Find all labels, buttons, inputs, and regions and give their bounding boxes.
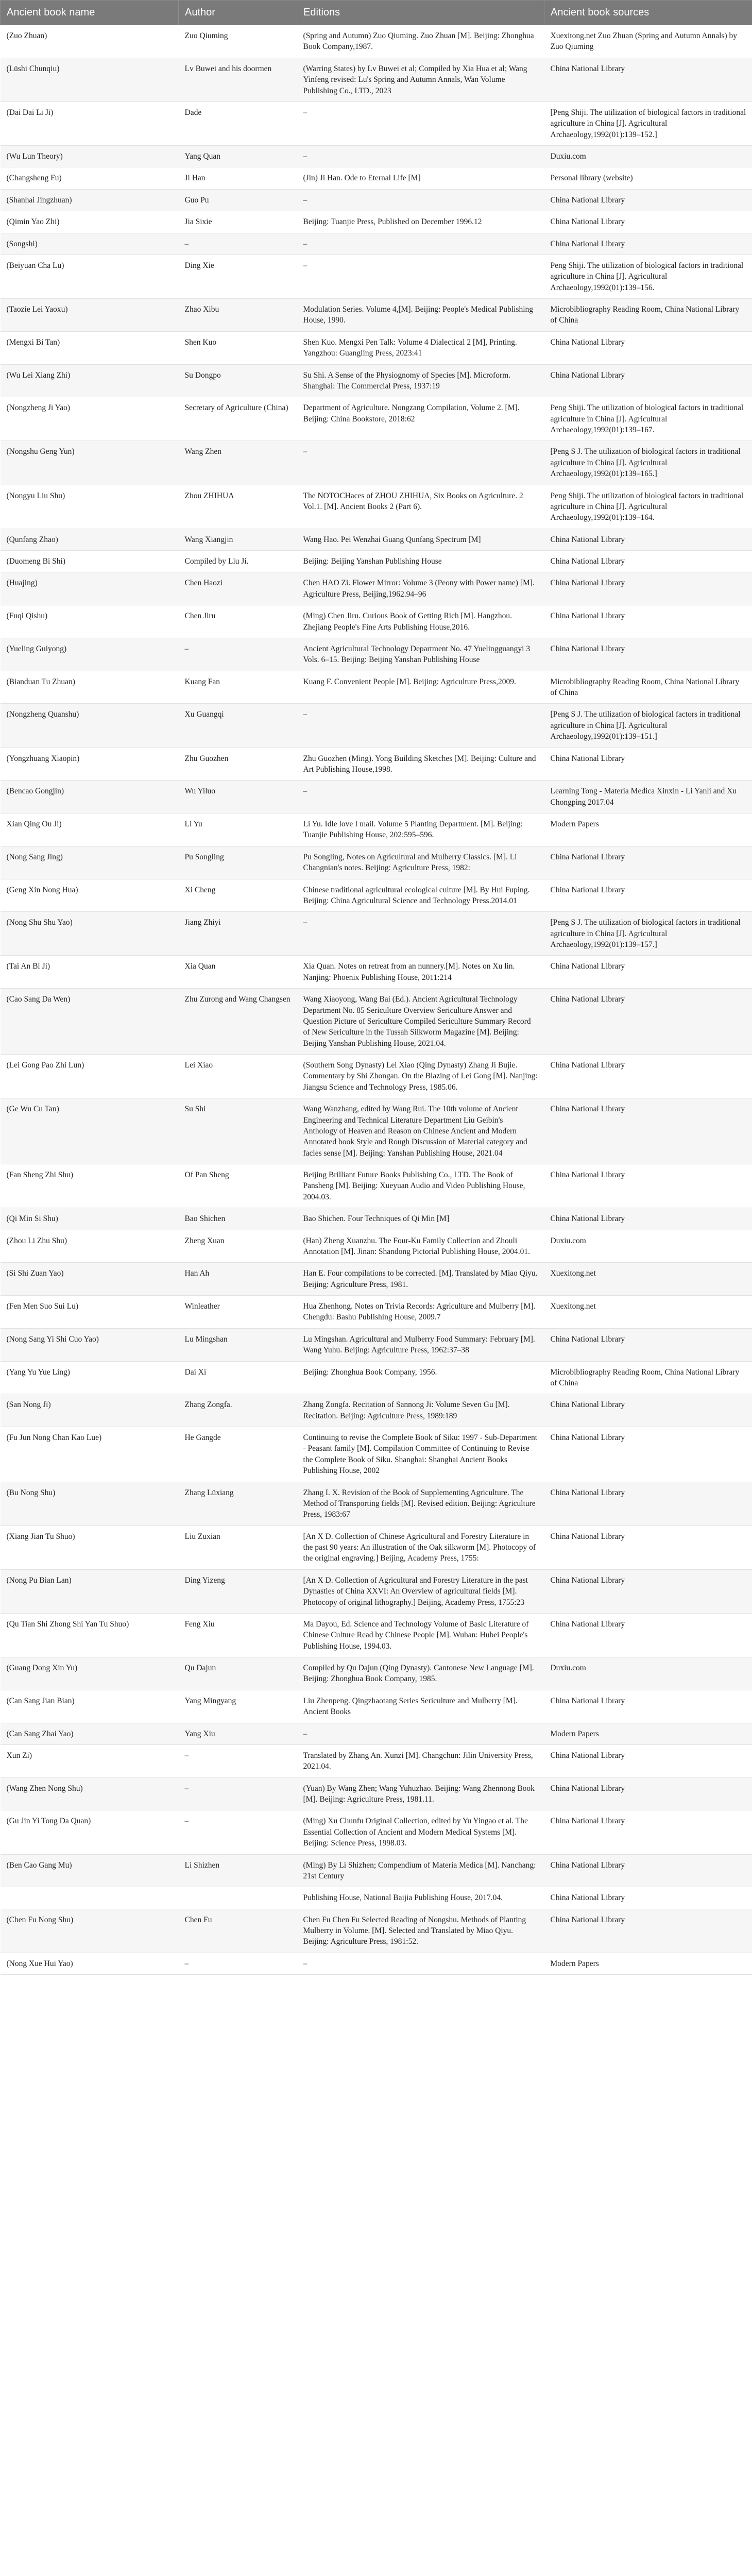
cell-book-name: (Guang Dong Xin Yu) (1, 1657, 179, 1690)
header-ancient-book-name: Ancient book name (1, 1, 179, 25)
cell-book-name: (Shanhai Jingzhuan) (1, 189, 179, 211)
cell-author: Xu Guangqi (179, 704, 297, 748)
cell-book-name: (Bianduan Tu Zhuan) (1, 671, 179, 704)
cell-author: Wang Zhen (179, 441, 297, 485)
cell-sources: China National Library (544, 1526, 752, 1569)
table-row (1, 1208, 752, 1230)
cell-editions: Wang Xiaoyong, Wang Bai (Ed.). Ancient Agricultural Technology Department No. 85 Sericulture Overview Sericulture Answer and Question Picture of Sericulture Compiled Sericulture Summary Record of New Sericulture in the Tussah Silkworm Magazine [M]. Beijing: Beijing Yanshan Publishing House, 2021.04. (297, 989, 544, 1055)
cell-editions: – (297, 441, 544, 485)
cell-editions: (Spring and Autumn) Zuo Qiuming. Zuo Zhuan [M]. Beijing: Zhonghua Book Company,1987. (297, 25, 544, 58)
cell-editions: – (297, 146, 544, 167)
cell-author: Zhang Zongfa. (179, 1394, 297, 1427)
cell-editions: – (297, 189, 544, 211)
cell-sources: Peng Shiji. The utilization of biological factors in traditional agriculture in China [J]. Agricultural Archaeology,1992(01):139–167. (544, 397, 752, 441)
cell-book-name: (Nong Xue Hui Yao) (1, 1953, 179, 1974)
cell-book-name: (Bu Nong Shu) (1, 1482, 179, 1526)
cell-author: Su Shi (179, 1098, 297, 1164)
cell-sources: Duxiu.com (544, 1657, 752, 1690)
cell-sources: China National Library (544, 748, 752, 781)
cell-author: Chen Haozi (179, 572, 297, 605)
cell-book-name: (Mengxi Bi Tan) (1, 331, 179, 364)
cell-author: Li Yu (179, 814, 297, 846)
cell-book-name: (Lei Gong Pao Zhi Lun) (1, 1055, 179, 1098)
table-row (1, 572, 752, 605)
cell-sources: Personal library (website) (544, 167, 752, 189)
cell-book-name: (Bencao Gongjin) (1, 781, 179, 814)
cell-editions: Shen Kuo. Mengxi Pen Talk: Volume 4 Dialectical 2 [M], Printing. Yangzhou: Guangling Press, 2023:41 (297, 331, 544, 364)
table-row (1, 101, 752, 145)
table-row (1, 956, 752, 989)
cell-book-name: (Dai Dai Li Ji) (1, 101, 179, 145)
cell-sources: Duxiu.com (544, 146, 752, 167)
cell-sources: Learning Tong - Materia Medica Xinxin - Li Yanli and Xu Chongping 2017.04 (544, 781, 752, 814)
cell-sources: China National Library (544, 1208, 752, 1230)
cell-book-name: (Nongzheng Quanshu) (1, 704, 179, 748)
cell-sources: Duxiu.com (544, 1230, 752, 1263)
cell-book-name: (Yueling Guiyong) (1, 638, 179, 671)
table-row (1, 299, 752, 332)
cell-editions: Compiled by Qu Dajun (Qing Dynasty). Cantonese New Language [M]. Beijing: Zhonghua Book Company, 1985. (297, 1657, 544, 1690)
cell-author: Yang Xiu (179, 1723, 297, 1744)
table-row (1, 1482, 752, 1526)
cell-editions: (Ming) Xu Chunfu Original Collection, edited by Yu Yingao et al. The Essential Collection of Ancient and Modern Medical Systems [M]. Beijing: Science Press, 1998.03. (297, 1810, 544, 1854)
table-row (1, 1296, 752, 1329)
cell-editions: Hua Zhenhong. Notes on Trivia Records: Agriculture and Mulberry [M]. Chengdu: Bashu Publishing House, 2009.7 (297, 1296, 544, 1329)
cell-sources: Modern Papers (544, 814, 752, 846)
cell-editions: (Ming) Chen Jiru. Curious Book of Getting Rich [M]. Hangzhou. Zhejiang People's Fine Arts Publishing House,2016. (297, 605, 544, 638)
cell-author: Ji Han (179, 167, 297, 189)
cell-author: Kuang Fan (179, 671, 297, 704)
cell-author: Winleather (179, 1296, 297, 1329)
table-row (1, 58, 752, 101)
table-row (1, 605, 752, 638)
cell-editions: Zhu Guozhen (Ming). Yong Building Sketches [M]. Beijing: Culture and Art Publishing House,1998. (297, 748, 544, 781)
cell-sources: China National Library (544, 638, 752, 671)
cell-sources: China National Library (544, 1098, 752, 1164)
cell-sources: China National Library (544, 58, 752, 101)
table-row (1, 441, 752, 485)
cell-editions: Wang Wanzhang, edited by Wang Rui. The 10th volume of Ancient Engineering and Technical Literature Department Liu Geibin's Anthology of Heaven and Reason on Chinese Ancient and Modern Annotated book Style and Rough Discussion of Material category and facies sense [M]. Beijing: Yanshan Publishing House, 2021.04 (297, 1098, 544, 1164)
cell-author: Zhu Guozhen (179, 748, 297, 781)
cell-sources: China National Library (544, 1613, 752, 1657)
cell-book-name: (Fen Men Suo Sui Lu) (1, 1296, 179, 1329)
cell-editions: – (297, 1953, 544, 1974)
cell-sources: Xuexitong.net (544, 1296, 752, 1329)
cell-author: Wang Xiangjin (179, 529, 297, 550)
cell-author: Zhang Lüxiang (179, 1482, 297, 1526)
cell-book-name: (Qunfang Zhao) (1, 529, 179, 550)
cell-sources: China National Library (544, 551, 752, 572)
cell-author: Lei Xiao (179, 1055, 297, 1098)
table-body (1, 25, 752, 1975)
cell-editions: – (297, 912, 544, 956)
cell-book-name: (Cao Sang Da Wen) (1, 989, 179, 1055)
cell-book-name: (Nong Sang Yi Shi Cuo Yao) (1, 1328, 179, 1361)
table-row (1, 1164, 752, 1208)
table-row (1, 846, 752, 879)
cell-author: Jiang Zhiyi (179, 912, 297, 956)
cell-editions: Department of Agriculture. Nongzang Compilation, Volume 2. [M]. Beijing: China Bookstore, 2018:62 (297, 397, 544, 441)
cell-editions: (Warring States) by Lv Buwei et al; Compiled by Xia Hua et al; Wang Yinfeng revised: Lu's Spring and Autumn Annals, Wan Volume Publishing Co., LTD., 2023 (297, 58, 544, 101)
cell-author: Xi Cheng (179, 879, 297, 912)
cell-sources: China National Library (544, 1394, 752, 1427)
table-row (1, 1909, 752, 1953)
cell-book-name: (Beiyuan Cha Lu) (1, 255, 179, 298)
cell-author: – (179, 638, 297, 671)
table-row (1, 364, 752, 397)
cell-book-name: (Tai An Bi Ji) (1, 956, 179, 989)
cell-author: – (179, 1953, 297, 1974)
table-row (1, 1569, 752, 1613)
cell-sources: China National Library (544, 1887, 752, 1909)
table-row (1, 989, 752, 1055)
cell-author: Zhou ZHIHUA (179, 485, 297, 529)
cell-editions: Publishing House, National Baijia Publishing House, 2017.04. (297, 1887, 544, 1909)
cell-sources: China National Library (544, 989, 752, 1055)
cell-book-name: (Can Sang Zhai Yao) (1, 1723, 179, 1744)
cell-sources: China National Library (544, 233, 752, 255)
cell-author: Yang Mingyang (179, 1690, 297, 1723)
cell-author: Xia Quan (179, 956, 297, 989)
cell-book-name: (Qimin Yao Zhi) (1, 211, 179, 233)
cell-book-name: (Taozie Lei Yaoxu) (1, 299, 179, 332)
cell-author: – (179, 1744, 297, 1777)
cell-book-name: (Nong Sang Jing) (1, 846, 179, 879)
cell-book-name: (Fu Jun Nong Chan Kao Lue) (1, 1427, 179, 1482)
cell-sources: China National Library (544, 364, 752, 397)
cell-sources: China National Library (544, 1328, 752, 1361)
cell-editions: Continuing to revise the Complete Book of Siku: 1997 - Sub-Department - Peasant family [M]. Compilation Committee of Continuing to Revise the Complete Book of Siku. Shanghai: Shanghai Ancient Books Publishing House, 2002 (297, 1427, 544, 1482)
table-row (1, 1657, 752, 1690)
cell-sources: China National Library (544, 1777, 752, 1810)
cell-sources: China National Library (544, 1854, 752, 1887)
cell-editions: – (297, 704, 544, 748)
cell-book-name: (Yongzhuang Xiaopin) (1, 748, 179, 781)
cell-editions: Ma Dayou, Ed. Science and Technology Volume of Basic Literature of Chinese Culture Read by Chinese People [M]. Wuhan: Hubei People's Publishing House, 1994.03. (297, 1613, 544, 1657)
table-row (1, 1263, 752, 1296)
table-row (1, 1777, 752, 1810)
cell-editions: Chen Fu Chen Fu Selected Reading of Nongshu. Methods of Planting Mulberry in Volume. [M]. Selected and Translated by Miao Qiyu. Beijing: Agriculture Press, 1981:52. (297, 1909, 544, 1953)
cell-book-name: (Geng Xin Nong Hua) (1, 879, 179, 912)
cell-author: Ding Yizeng (179, 1569, 297, 1613)
table-row (1, 25, 752, 58)
cell-author: Zheng Xuan (179, 1230, 297, 1263)
table-row (1, 146, 752, 167)
cell-sources: China National Library (544, 846, 752, 879)
cell-author (179, 1887, 297, 1909)
cell-book-name: (Lüshi Chunqiu) (1, 58, 179, 101)
cell-editions: Beijing: Zhonghua Book Company, 1956. (297, 1361, 544, 1394)
table-row (1, 1055, 752, 1098)
table-row (1, 1887, 752, 1909)
cell-editions: – (297, 781, 544, 814)
cell-author: Guo Pu (179, 189, 297, 211)
cell-book-name: (Nongshu Geng Yun) (1, 441, 179, 485)
cell-editions: [An X D. Collection of Agricultural and Forestry Literature in the past Dynasties of China XXVI: An Overview of agricultural fields [M]. Photocopy of original lithography.] Beijing, Academy Press, 1755:23 (297, 1569, 544, 1613)
cell-sources: China National Library (544, 1482, 752, 1526)
table-row (1, 1953, 752, 1974)
cell-author: Li Shizhen (179, 1854, 297, 1887)
cell-sources: China National Library (544, 211, 752, 233)
table-row (1, 1394, 752, 1427)
cell-sources: China National Library (544, 1427, 752, 1482)
cell-editions: The NOTOCHaces of ZHOU ZHIHUA, Six Books on Agriculture. 2 Vol.1. [M]. Ancient Books 2 (Part 6). (297, 485, 544, 529)
table-row (1, 1526, 752, 1569)
cell-author: Zhu Zurong and Wang Changsen (179, 989, 297, 1055)
cell-author: Zuo Qiuming (179, 25, 297, 58)
cell-author: Yang Quan (179, 146, 297, 167)
cell-book-name: (Qu Tian Shi Zhong Shi Yan Tu Shuo) (1, 1613, 179, 1657)
cell-book-name: (Fuqi Qishu) (1, 605, 179, 638)
cell-sources: China National Library (544, 1744, 752, 1777)
table-row (1, 638, 752, 671)
header-ancient-book-sources: Ancient book sources (544, 1, 752, 25)
cell-book-name: (Can Sang Jian Bian) (1, 1690, 179, 1723)
cell-sources: Microbibliography Reading Room, China National Library of China (544, 1361, 752, 1394)
header-row (1, 1, 752, 25)
cell-editions: Chen HAO Zi. Flower Mirror: Volume 3 (Peony with Power name) [M]. Agriculture Press, Beijing,1962.94–96 (297, 572, 544, 605)
cell-editions: Chinese traditional agricultural ecological culture [M]. By Hui Fuping. Beijing: China Agricultural Science and Technology Press.2014.01 (297, 879, 544, 912)
table-row (1, 233, 752, 255)
cell-author: – (179, 233, 297, 255)
cell-sources: China National Library (544, 956, 752, 989)
cell-sources: China National Library (544, 1569, 752, 1613)
cell-book-name: (Wang Zhen Nong Shu) (1, 1777, 179, 1810)
cell-author: He Gangde (179, 1427, 297, 1482)
cell-book-name: (Gu Jin Yi Tong Da Quan) (1, 1810, 179, 1854)
header-editions: Editions (297, 1, 544, 25)
table-row (1, 529, 752, 550)
cell-book-name: Xian Qing Ou Ji) (1, 814, 179, 846)
cell-editions: Zhang Zongfa. Recitation of Sannong Ji: Volume Seven Gu [M]. Recitation. Beijing: Agriculture Press, 1989:189 (297, 1394, 544, 1427)
cell-author: Dade (179, 101, 297, 145)
cell-book-name: (Xiang Jian Tu Shuo) (1, 1526, 179, 1569)
cell-sources: [Peng S J. The utilization of biological factors in traditional agriculture in China [J]. Agricultural Archaeology,1992(01):139–165.] (544, 441, 752, 485)
cell-book-name: (Fan Sheng Zhi Shu) (1, 1164, 179, 1208)
cell-editions: (Southern Song Dynasty) Lei Xiao (Qing Dynasty) Zhang Ji Bujie. Commentary by Shi Zhongan. On the Blazing of Lei Gong [M]. Nanjing: Jiangsu Science and Technology Press, 1985.06. (297, 1055, 544, 1098)
cell-editions: – (297, 101, 544, 145)
cell-sources: China National Library (544, 1909, 752, 1953)
cell-author: Jia Sixie (179, 211, 297, 233)
cell-editions: Beijing: Tuanjie Press, Published on December 1996.12 (297, 211, 544, 233)
cell-editions: Li Yu. Idle love I mail. Volume 5 Planting Department. [M]. Beijing: Tuanjie Publishing House, 202:595–596. (297, 814, 544, 846)
cell-author: – (179, 1777, 297, 1810)
cell-sources: Peng Shiji. The utilization of biological factors in traditional agriculture in China [J]. Agricultural Archaeology,1992(01):139–156. (544, 255, 752, 298)
cell-book-name: (Huajing) (1, 572, 179, 605)
cell-sources: China National Library (544, 605, 752, 638)
cell-sources: Xuexitong.net Zuo Zhuan (Spring and Autumn Annals) by Zuo Qiuming (544, 25, 752, 58)
table-row (1, 781, 752, 814)
cell-book-name: (San Nong Ji) (1, 1394, 179, 1427)
cell-editions: – (297, 255, 544, 298)
cell-author: Shen Kuo (179, 331, 297, 364)
table-row (1, 704, 752, 748)
cell-book-name (1, 1887, 179, 1909)
cell-book-name: (Chen Fu Nong Shu) (1, 1909, 179, 1953)
table-row (1, 1723, 752, 1744)
cell-sources: China National Library (544, 331, 752, 364)
cell-editions: – (297, 1723, 544, 1744)
cell-author: Pu Songling (179, 846, 297, 879)
cell-sources: Modern Papers (544, 1953, 752, 1974)
cell-author: Dai Xi (179, 1361, 297, 1394)
cell-author: – (179, 1810, 297, 1854)
table-row (1, 167, 752, 189)
cell-book-name: (Wu Lun Theory) (1, 146, 179, 167)
table-row (1, 1613, 752, 1657)
table-row (1, 1854, 752, 1887)
cell-sources: China National Library (544, 879, 752, 912)
table-row (1, 671, 752, 704)
cell-sources: [Peng S J. The utilization of biological factors in traditional agriculture in China [J]. Agricultural Archaeology,1992(01):139–151.] (544, 704, 752, 748)
cell-editions: Translated by Zhang An. Xunzi [M]. Changchun: Jilin University Press, 2021.04. (297, 1744, 544, 1777)
table-row (1, 748, 752, 781)
table-row (1, 485, 752, 529)
table-header (1, 1, 752, 25)
table-row (1, 211, 752, 233)
cell-author: Secretary of Agriculture (China) (179, 397, 297, 441)
cell-author: Feng Xiu (179, 1613, 297, 1657)
cell-author: Chen Fu (179, 1909, 297, 1953)
table-row (1, 1810, 752, 1854)
cell-sources: China National Library (544, 1810, 752, 1854)
table-row (1, 1098, 752, 1164)
table-row (1, 912, 752, 956)
cell-editions: Beijing Brilliant Future Books Publishing Co., LTD. The Book of Pansheng [M]. Beijing: Xueyuan Audio and Video Publishing House, 2004.03. (297, 1164, 544, 1208)
cell-book-name: (Yang Yu Yue Ling) (1, 1361, 179, 1394)
table-row (1, 331, 752, 364)
cell-author: Liu Zuxian (179, 1526, 297, 1569)
cell-book-name: (Zuo Zhuan) (1, 25, 179, 58)
cell-sources: [Peng S J. The utilization of biological factors in traditional agriculture in China [J]. Agricultural Archaeology,1992(01):139–157.] (544, 912, 752, 956)
cell-book-name: (Ge Wu Cu Tan) (1, 1098, 179, 1164)
table-row (1, 814, 752, 846)
cell-editions: – (297, 233, 544, 255)
cell-editions: Lu Mingshan. Agricultural and Mulberry Food Summary: February [M]. Wang Yuhu. Beijing: Agriculture Press, 1962:37–38 (297, 1328, 544, 1361)
cell-author: Qu Dajun (179, 1657, 297, 1690)
cell-editions: Ancient Agricultural Technology Department No. 47 Yuelingguangyi 3 Vols. 6–15. Beijing: Beijing Yanshan Publishing House (297, 638, 544, 671)
cell-book-name: (Nong Pu Bian Lan) (1, 1569, 179, 1613)
cell-editions: Su Shi. A Sense of the Physiognomy of Species [M]. Microform. Shanghai: The Commercial Press, 1937:19 (297, 364, 544, 397)
cell-editions: [An X D. Collection of Chinese Agricultural and Forestry Literature in the past 90 years: An illustration of the Oak silkworm [M]. Photocopy of the original engraving.] Beijing, Academy Press, 1755: (297, 1526, 544, 1569)
table-row (1, 255, 752, 298)
cell-book-name: Xun Zi) (1, 1744, 179, 1777)
cell-sources: China National Library (544, 572, 752, 605)
table-row (1, 879, 752, 912)
cell-sources: Microbibliography Reading Room, China National Library of China (544, 671, 752, 704)
table-row (1, 1427, 752, 1482)
cell-author: Of Pan Sheng (179, 1164, 297, 1208)
cell-sources: [Peng Shiji. The utilization of biological factors in traditional agriculture in China [J]. Agricultural Archaeology,1992(01):139–152.] (544, 101, 752, 145)
cell-editions: Beijing: Beijing Yanshan Publishing House (297, 551, 544, 572)
cell-sources: Xuexitong.net (544, 1263, 752, 1296)
cell-sources: China National Library (544, 1690, 752, 1723)
cell-sources: Modern Papers (544, 1723, 752, 1744)
table-row (1, 1690, 752, 1723)
cell-editions: (Ming) By Li Shizhen; Compendium of Materia Medica [M]. Nanchang: 21st Century (297, 1854, 544, 1887)
cell-book-name: (Qi Min Si Shu) (1, 1208, 179, 1230)
cell-editions: Bao Shichen. Four Techniques of Qi Min [M] (297, 1208, 544, 1230)
cell-author: Su Dongpo (179, 364, 297, 397)
cell-author: Zhao Xibu (179, 299, 297, 332)
cell-book-name: (Nongyu Liu Shu) (1, 485, 179, 529)
cell-book-name: (Si Shi Zuan Yao) (1, 1263, 179, 1296)
cell-author: Han Ah (179, 1263, 297, 1296)
cell-book-name: (Nong Shu Shu Yao) (1, 912, 179, 956)
cell-author: Wu Yiluo (179, 781, 297, 814)
cell-sources: China National Library (544, 189, 752, 211)
cell-editions: Zhang L X. Revision of the Book of Supplementing Agriculture. The Method of Transporting fields [M]. Revised edition. Beijing: Agriculture Press, 1983:67 (297, 1482, 544, 1526)
cell-editions: Liu Zhenpeng. Qingzhaotang Series Sericulture and Mulberry [M]. Ancient Books (297, 1690, 544, 1723)
cell-book-name: (Ben Cao Gang Mu) (1, 1854, 179, 1887)
cell-sources: China National Library (544, 1055, 752, 1098)
cell-author: Lv Buwei and his doormen (179, 58, 297, 101)
cell-book-name: (Songshi) (1, 233, 179, 255)
cell-sources: China National Library (544, 1164, 752, 1208)
cell-author: Lu Mingshan (179, 1328, 297, 1361)
cell-book-name: (Zhou Li Zhu Shu) (1, 1230, 179, 1263)
cell-book-name: (Nongzheng Ji Yao) (1, 397, 179, 441)
header-author: Author (179, 1, 297, 25)
cell-book-name: (Wu Lei Xiang Zhi) (1, 364, 179, 397)
cell-editions: Han E. Four compilations to be corrected. [M]. Translated by Miao Qiyu. Beijing: Agriculture Press, 1981. (297, 1263, 544, 1296)
cell-author: Bao Shichen (179, 1208, 297, 1230)
cell-editions: (Yuan) By Wang Zhen; Wang Yuhuzhao. Beijing: Wang Zhennong Book [M]. Beijing: Agriculture Press, 1981.11. (297, 1777, 544, 1810)
table-row (1, 551, 752, 572)
cell-editions: Xia Quan. Notes on retreat from an nunnery.[M]. Notes on Xu lin. Nanjing: Phoenix Publishing House, 2011:214 (297, 956, 544, 989)
cell-editions: (Jin) Ji Han. Ode to Eternal Life [M] (297, 167, 544, 189)
table-row (1, 189, 752, 211)
table-row (1, 1328, 752, 1361)
cell-author: Chen Jiru (179, 605, 297, 638)
cell-editions: Kuang F. Convenient People [M]. Beijing: Agriculture Press,2009. (297, 671, 544, 704)
cell-book-name: (Changsheng Fu) (1, 167, 179, 189)
table-row (1, 1361, 752, 1394)
cell-editions: (Han) Zheng Xuanzhu. The Four-Ku Family Collection and Zhouli Annotation [M]. Jinan: Shandong Pictorial Publishing House, 2004.01. (297, 1230, 544, 1263)
cell-editions: Pu Songling, Notes on Agricultural and Mulberry Classics. [M]. Li Changnian's notes. Beijing: Agriculture Press, 1982: (297, 846, 544, 879)
cell-sources: China National Library (544, 529, 752, 550)
cell-author: Compiled by Liu Ji. (179, 551, 297, 572)
cell-editions: Modulation Series. Volume 4,[M]. Beijing: People's Medical Publishing House, 1990. (297, 299, 544, 332)
table-row (1, 1744, 752, 1777)
cell-sources: Microbibliography Reading Room, China National Library of China (544, 299, 752, 332)
cell-author: Ding Xie (179, 255, 297, 298)
cell-book-name: (Duomeng Bi Shi) (1, 551, 179, 572)
table-row (1, 1230, 752, 1263)
cell-editions: Wang Hao. Pei Wenzhai Guang Qunfang Spectrum [M] (297, 529, 544, 550)
cell-sources: Peng Shiji. The utilization of biological factors in traditional agriculture in China [J]. Agricultural Archaeology,1992(01):139–164. (544, 485, 752, 529)
table-row (1, 397, 752, 441)
